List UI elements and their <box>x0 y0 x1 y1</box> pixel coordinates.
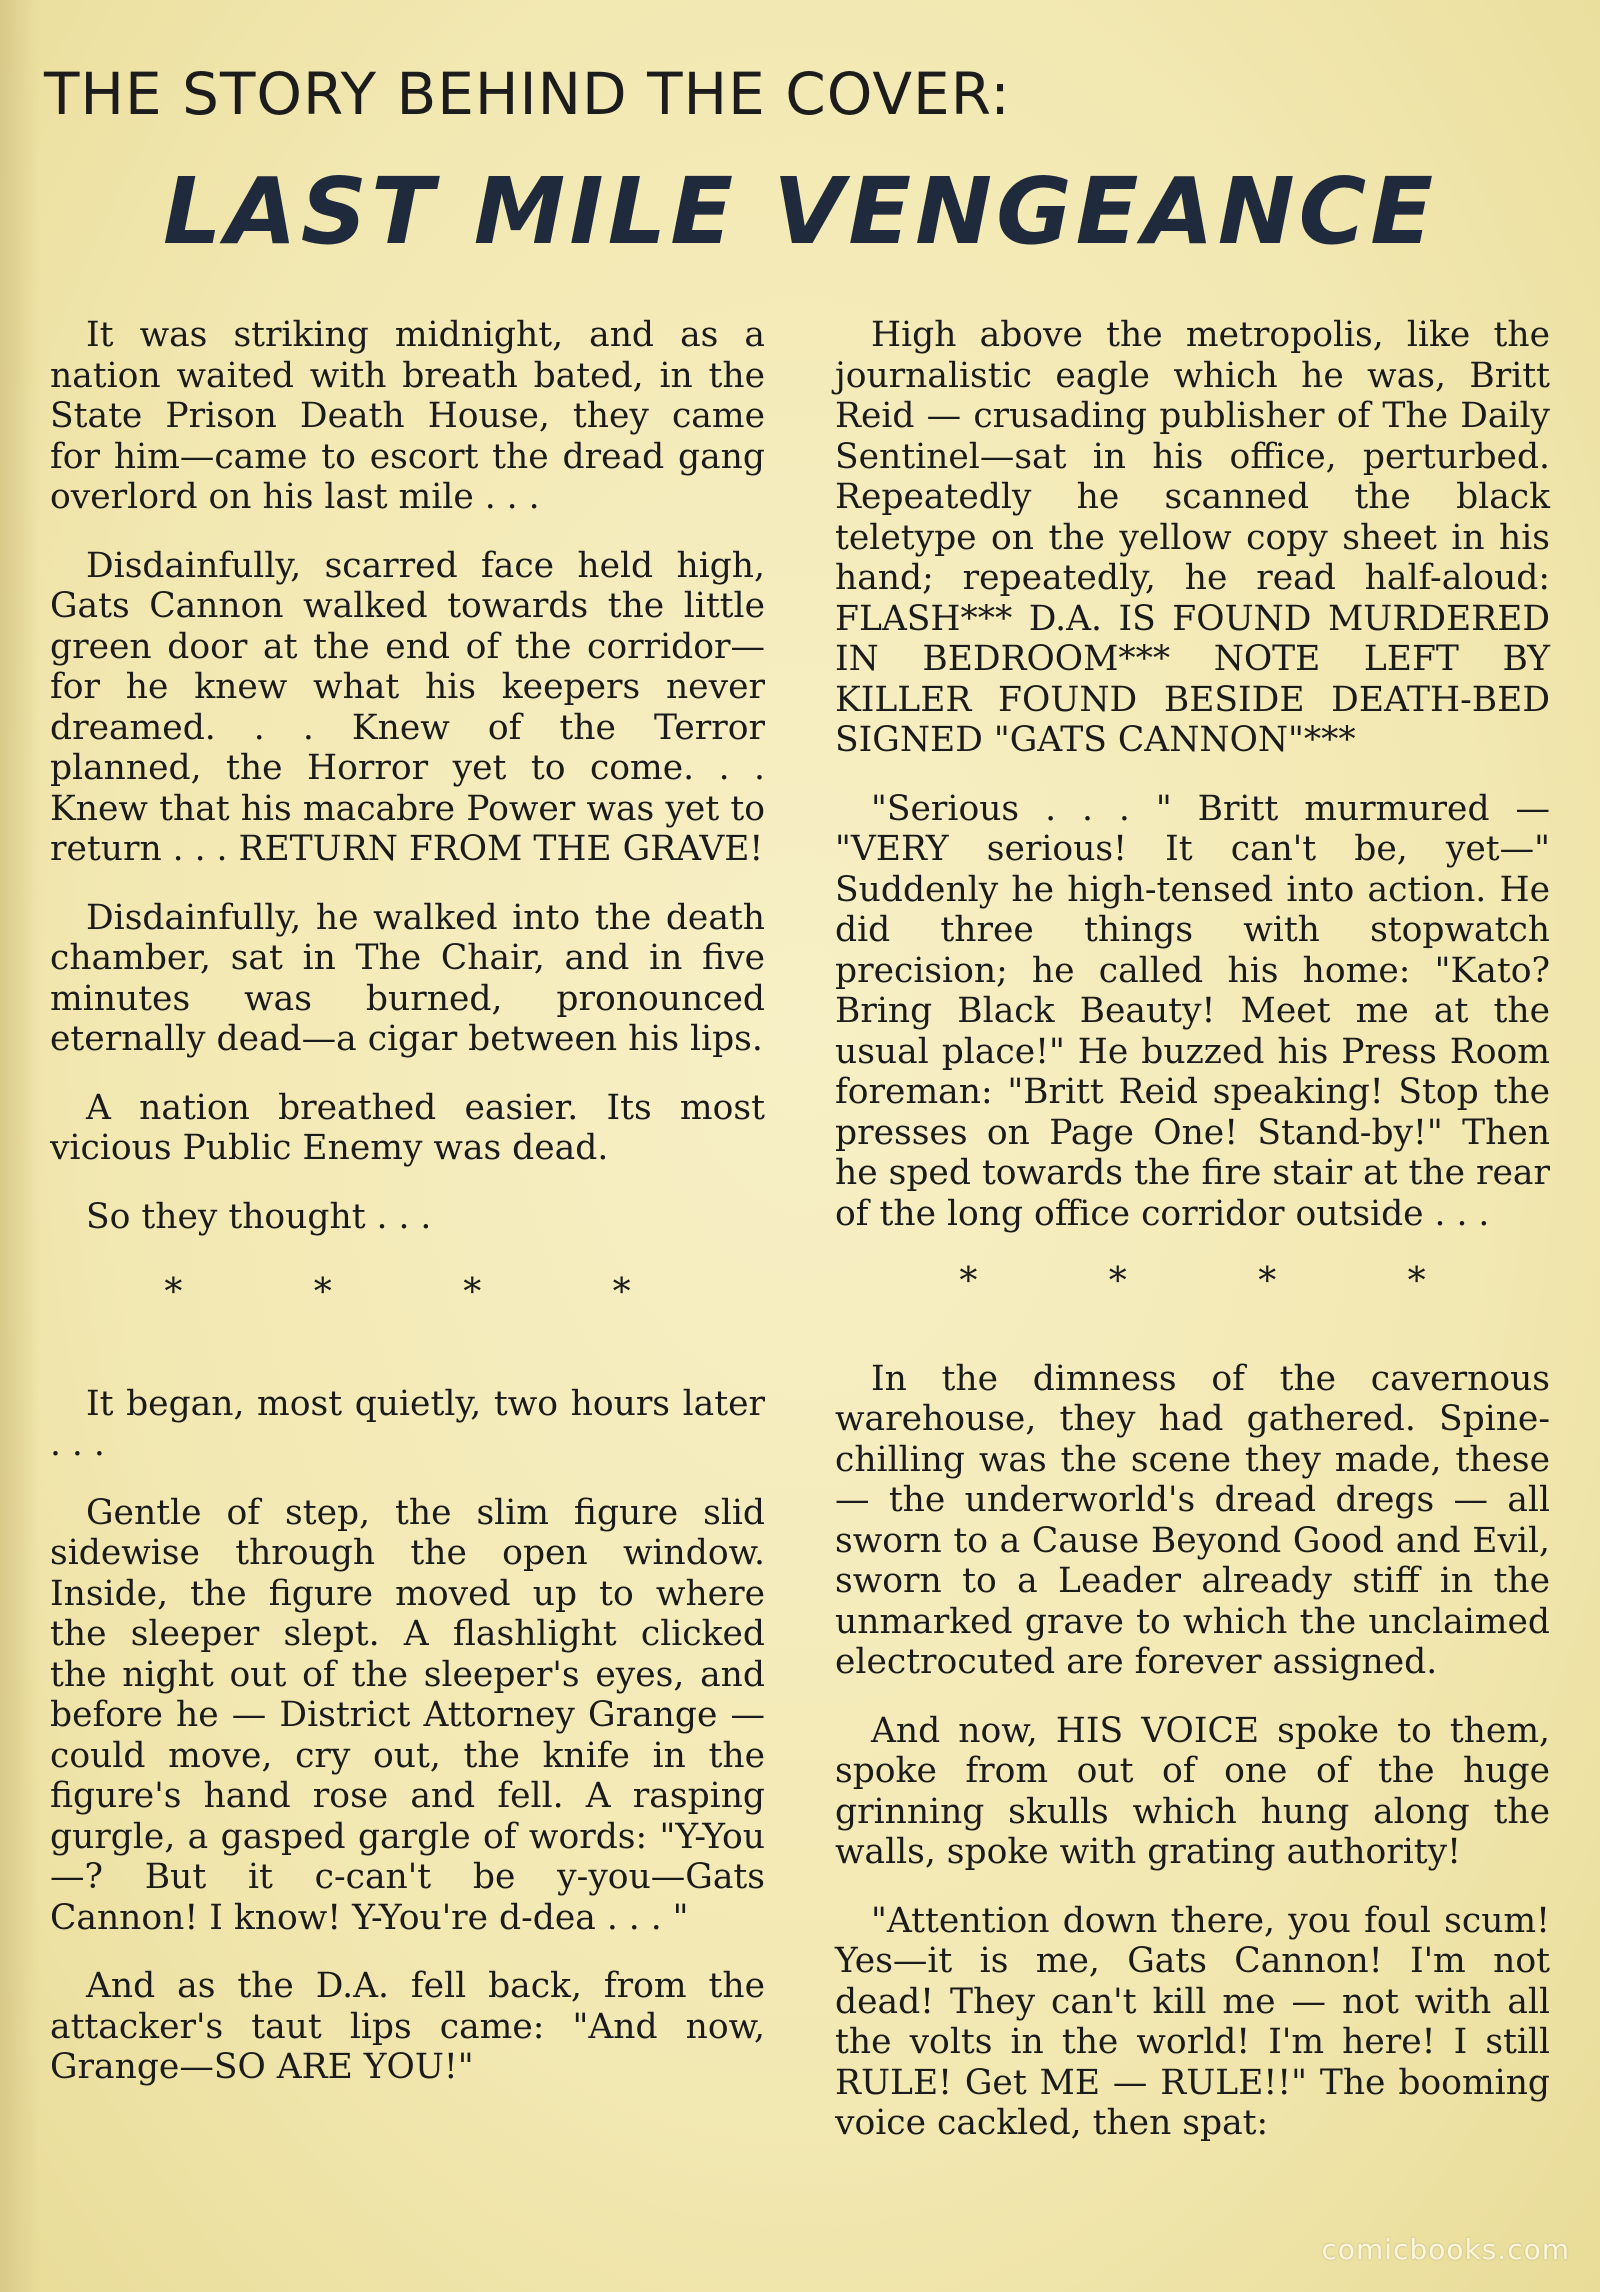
paragraph: "Attention down there, you foul scum! Yes—it is me, Gats Cannon! I'm not dead! They can't kill me — not with all the volts in the world! I'm here! I still RULE! Get ME — RULE!!" The booming voice cackled, then spat: <box>835 1900 1550 2143</box>
right-column <box>835 315 1550 2172</box>
paragraph: Gentle of step, the slim figure slid sidewise through the open window. Inside, the figure moved up to where the sleeper slept. A flashlight clicked the night out of the sleeper's eyes, and before he — District Attorney Grange — could move, cry out, the knife in the figure's hand rose and fell. A rasping gurgle, a gasped gargle of words: "Y-You—? But it c-can't be y-you—Gats Cannon! I know! Y-You're d-dea . . . " <box>50 1492 765 1938</box>
story-title: LAST MILE VENGEANCE <box>162 158 1438 265</box>
paragraph: So they thought . . . <box>86 1196 432 1237</box>
paragraph: It was striking midnight, and as a nation waited with breath bated, in the State Prison Death House, they came for him—came to escort the dread gang overlord on his last mile . . . <box>50 315 765 517</box>
paragraph: High above the metropolis, like the journalistic eagle which he was, Britt Reid — crusading publisher of The Daily Sentinel—sat in his office, perturbed. Repeatedly he scanned the black teletype on the yellow copy sheet in his hand; repeatedly, he read half-aloud: FLASH*** D.A. IS FOUND MURDERED IN BEDROOM*** NOTE LEFT BY KILLER FOUND BESIDE DEATH-BED SIGNED "GATS CANNON"*** <box>835 315 1550 760</box>
paragraph: In the dimness of the cavernous warehouse, they had gathered. Spine-chilling was the scene they made, these — the underworld's dread dregs — all sworn to a Cause Beyond Good and Evil, sworn to a Leader already stiff in the unmarked grave to which the unclaimed electrocuted are forever assigned. <box>835 1358 1550 1682</box>
watermark: comicbooks.com <box>1321 2233 1570 2266</box>
paragraph: And now, HIS VOICE spoke to them, spoke from out of one of the huge grinning skulls which hung along the walls, spoke with grating authority! <box>835 1710 1550 1872</box>
paragraph: "Serious . . . " Britt murmured — "VERY serious! It can't be, yet—" Suddenly he high-tensed into action. He did three things with stopwatch precision; he called his home: "Kato? Bring Black Beauty! Meet me at the usual place!" He buzzed his Press Room foreman: "Britt Reid speaking! Stop the presses on Page One! Stand-by!" Then he sped towards the fire stair at the rear of the long office corridor outside . . . <box>835 788 1550 1234</box>
paragraph: Disdainfully, he walked into the death chamber, sat in The Chair, and in five minutes was burned, pronounced eternally dead—a cigar between his lips. <box>50 897 765 1059</box>
paragraph: Disdainfully, scarred face held high, Gats Cannon walked towards the little green door at the end of the corridor—for he knew what his keepers never dreamed. . . Knew of the Terror planned, the Horror yet to come. . . Knew that his macabre Power was yet to return . . . RETURN FROM THE GRAVE! <box>50 545 765 869</box>
left-column <box>50 315 765 2116</box>
section-separator: * * * * <box>164 1272 691 1313</box>
section-separator: * * * * <box>959 1261 1486 1302</box>
overtitle: THE STORY BEHIND THE COVER: <box>44 60 1011 128</box>
paragraph: It began, most quietly, two hours later . . . <box>50 1383 765 1464</box>
paragraph: And as the D.A. fell back, from the attacker's taut lips came: "And now, Grange—SO ARE YOU!" <box>50 1966 765 2087</box>
page-edge-shadow <box>0 0 40 2292</box>
paragraph: A nation breathed easier. Its most vicious Public Enemy was dead. <box>50 1087 765 1168</box>
